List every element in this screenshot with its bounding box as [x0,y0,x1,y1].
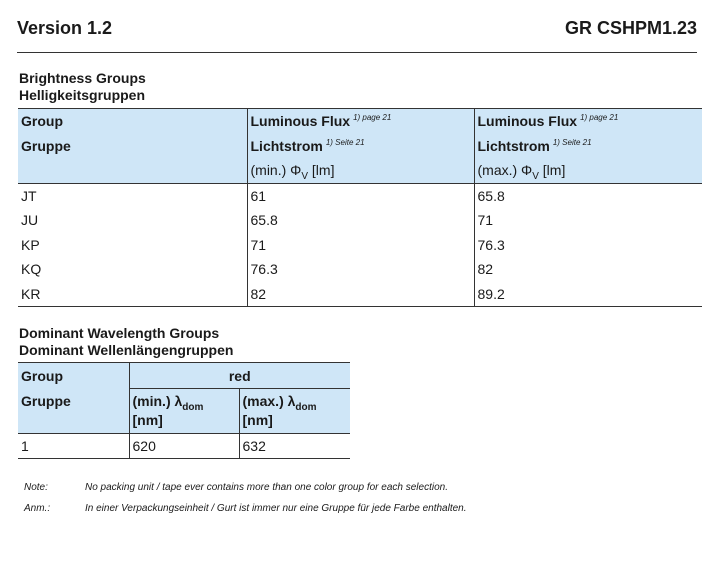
header-divider [17,52,697,53]
brightness-header-row-1 [18,109,702,134]
brightness-header-row-3 [18,158,702,183]
row-min: 82 [247,282,474,307]
wl-col-min-prefix: (min.) λ [132,392,183,409]
note-de-label: Anm.: [24,503,51,514]
page-header [17,18,697,42]
table-row [18,208,702,233]
version-label: Version 1.2 [17,18,113,38]
wl-col-max-unit: [nm] [242,411,273,428]
row-group: JT [21,187,37,204]
col-group-blank [18,158,247,183]
row-min: 76.3 [247,257,474,282]
row-max: 89.2 [474,282,702,307]
wl-col-group-en: Group [18,363,129,389]
row-group: KQ [21,261,42,278]
brightness-title-en: Brightness Groups [19,70,146,86]
row-group: JU [21,212,39,229]
row-min: 61 [247,183,474,208]
col-max-de [474,134,702,159]
row-max: 71 [474,208,702,233]
wl-row-group: 1 [21,437,29,454]
col-min-unit-suffix: [lm] [311,162,335,179]
col-max-unit [474,158,702,183]
wl-row-max: 632 [239,433,350,458]
col-group-de: Gruppe [18,134,247,159]
brightness-title-de: Helligkeitsgruppen [19,87,146,103]
wavelength-title-de: Dominant Wellenlängengruppen [19,342,234,358]
row-group: KR [21,285,41,302]
wavelength-header-row-2 [18,389,350,434]
wl-col-min [129,389,239,434]
col-min-unit-sub: V [301,171,309,183]
table-row [18,282,702,307]
col-max-ref-en: 1) page 21 [580,113,619,123]
row-max: 65.8 [474,183,702,208]
col-max-en-label: Luminous Flux [477,113,578,130]
col-max-unit-prefix: (max.) Φ [477,162,533,179]
col-max-de-label: Lichtstrom [477,137,550,154]
table-row [18,233,702,258]
table-row [18,433,350,458]
wl-col-group-de: Gruppe [18,389,129,434]
brightness-section-title [19,70,146,104]
row-min: 71 [247,233,474,258]
wavelength-section-title [19,325,233,359]
wl-row-min: 620 [129,433,239,458]
wl-col-max [239,389,350,434]
wl-col-max-sub: dom [295,401,317,413]
col-min-ref-de: 1) Seite 21 [325,137,365,147]
col-min-en [247,109,474,134]
brightness-table [18,108,702,307]
wavelength-table [18,362,350,459]
part-number: GR CSHPM1.23 [564,18,697,38]
wl-col-max-prefix: (max.) λ [242,392,296,409]
col-max-unit-sub: V [532,171,539,183]
col-min-unit [247,158,474,183]
table-row [18,183,702,208]
note-en-text: No packing unit / tape ever contains more than one color group for each selection. [85,482,448,493]
col-min-ref-en: 1) page 21 [353,113,392,123]
row-max: 82 [474,257,702,282]
wl-col-min-sub: dom [182,401,204,413]
wl-color-header: red [129,363,350,389]
brightness-header-row-2 [18,134,702,159]
col-max-en [474,109,702,134]
row-group: KP [21,236,40,253]
note-en-label: Note: [24,482,48,493]
col-max-ref-de: 1) Seite 21 [552,137,592,147]
wavelength-title-en: Dominant Wavelength Groups [19,325,220,341]
row-max: 76.3 [474,233,702,258]
wavelength-header-row-1 [18,363,350,389]
col-min-unit-prefix: (min.) Φ [250,162,302,179]
col-group-en: Group [18,109,247,134]
col-max-unit-suffix: [lm] [542,162,566,179]
col-min-en-label: Luminous Flux [250,113,351,130]
note-de-text: In einer Verpackungseinheit / Gurt ist immer nur eine Gruppe für jede Farbe enthalten. [85,503,467,514]
wl-col-min-unit: [nm] [132,411,163,428]
col-min-de [247,134,474,159]
row-min: 65.8 [247,208,474,233]
col-min-de-label: Lichtstrom [250,137,323,154]
table-row [18,257,702,282]
